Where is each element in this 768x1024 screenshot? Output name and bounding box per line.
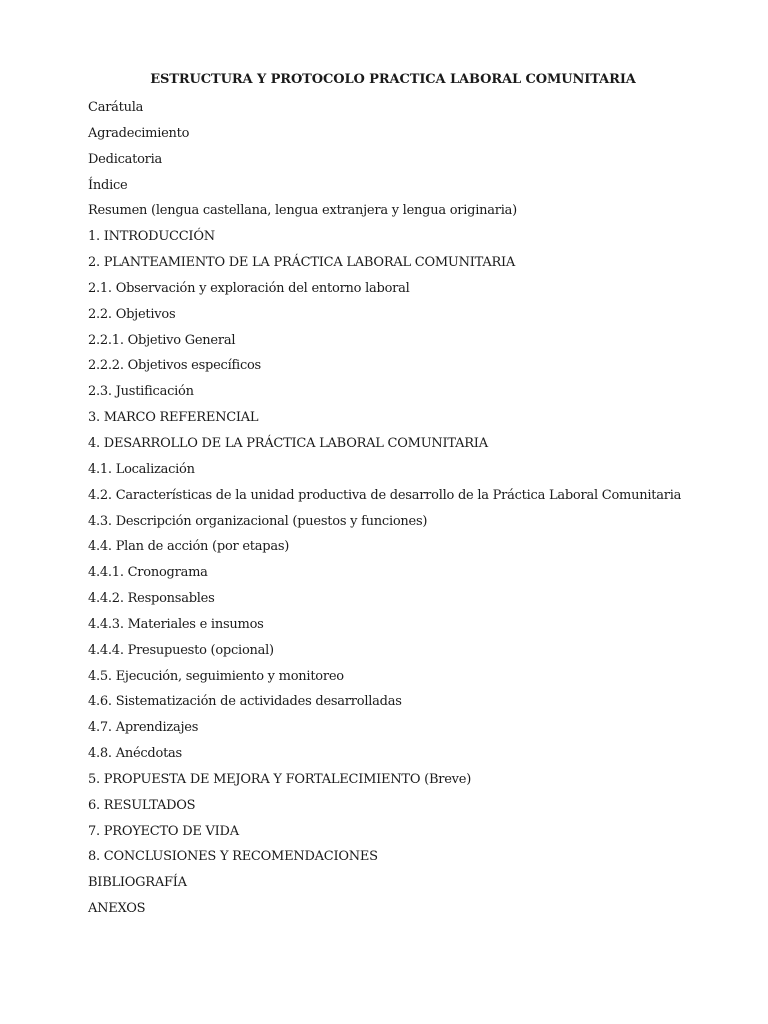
toc-item-dedicatoria: Dedicatoria	[88, 151, 163, 167]
toc-item-descripcion-organizacional: 4.3. Descripción organizacional (puestos y funciones)	[88, 513, 428, 529]
toc-item-objetivo-general: 2.2.1. Objetivo General	[88, 332, 236, 348]
toc-item-caracteristicas: 4.2. Características de la unidad productiva de desarrollo de la Práctica Laboral Comunitaria	[88, 487, 682, 503]
toc-item-justificacion: 2.3. Justificación	[88, 384, 194, 400]
toc-item-agradecimiento: Agradecimiento	[88, 125, 190, 141]
document-title: ESTRUCTURA Y PROTOCOLO PRACTICA LABORAL COMUNITARIA	[150, 72, 636, 87]
toc-item-anexos: ANEXOS	[88, 901, 146, 917]
toc-item-introduccion: 1. INTRODUCCIÓN	[88, 229, 215, 245]
toc-item-resumen: Resumen (lengua castellana, lengua extranjera y lengua originaria)	[88, 203, 517, 219]
toc-item-planteamiento: 2. PLANTEAMIENTO DE LA PRÁCTICA LABORAL COMUNITARIA	[88, 255, 516, 271]
toc-item-presupuesto: 4.4.4. Presupuesto (opcional)	[88, 642, 274, 658]
table-of-contents	[88, 98, 681, 925]
toc-item-cronograma: 4.4.1. Cronograma	[88, 565, 208, 581]
toc-item-indice: Índice	[88, 177, 128, 193]
toc-item-bibliografia: BIBLIOGRAFÍA	[88, 875, 187, 891]
toc-item-responsables: 4.4.2. Responsables	[88, 591, 215, 607]
toc-item-localizacion: 4.1. Localización	[88, 461, 195, 477]
toc-item-ejecucion: 4.5. Ejecución, seguimiento y monitoreo	[88, 668, 344, 684]
toc-item-plan-de-accion: 4.4. Plan de acción (por etapas)	[88, 539, 290, 555]
toc-item-desarrollo: 4. DESARROLLO DE LA PRÁCTICA LABORAL COMUNITARIA	[88, 435, 488, 451]
toc-item-objetivos: 2.2. Objetivos	[88, 306, 176, 322]
toc-item-proyecto-de-vida: 7. PROYECTO DE VIDA	[88, 823, 239, 839]
toc-item-propuesta: 5. PROPUESTA DE MEJORA Y FORTALECIMIENTO (Breve)	[88, 771, 472, 787]
toc-item-observacion: 2.1. Observación y exploración del entorno laboral	[88, 280, 410, 296]
toc-item-sistematizacion: 4.6. Sistematización de actividades desarrolladas	[88, 694, 402, 710]
toc-item-marco-referencial: 3. MARCO REFERENCIAL	[88, 410, 259, 426]
toc-item-objetivos-especificos: 2.2.2. Objetivos específicos	[88, 358, 261, 374]
toc-item-aprendizajes: 4.7. Aprendizajes	[88, 720, 199, 736]
toc-item-anecdotas: 4.8. Anécdotas	[88, 746, 182, 762]
toc-item-materiales: 4.4.3. Materiales e insumos	[88, 616, 264, 632]
toc-item-caratula: Carátula	[88, 100, 144, 115]
toc-item-conclusiones: 8. CONCLUSIONES Y RECOMENDACIONES	[88, 849, 378, 865]
toc-item-resultados: 6. RESULTADOS	[88, 797, 196, 813]
